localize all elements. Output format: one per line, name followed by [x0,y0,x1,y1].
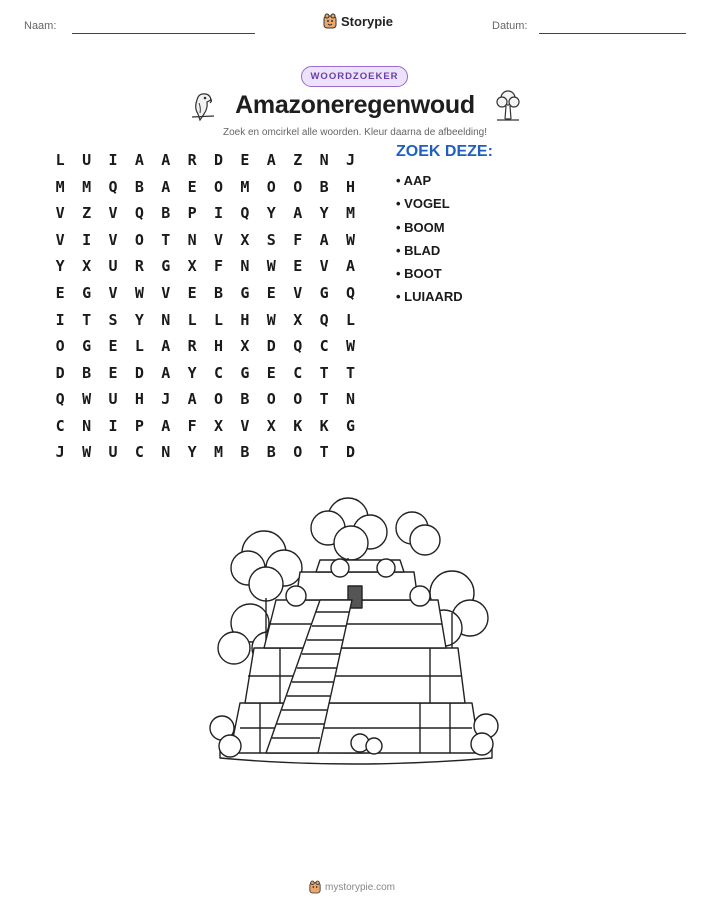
grid-cell: I [108,416,118,435]
letter-grid [47,147,364,466]
grid-cell: O [214,390,224,409]
grid-cell: G [319,284,329,302]
grid-cell: Y [55,257,65,276]
grid-cell: I [108,151,118,170]
grid-cell: B [82,363,92,382]
grid-cell: V [293,284,303,302]
grid-cell: O [134,230,144,249]
grid-cell: H [134,390,144,409]
word-item: • BOOM [396,219,445,235]
grid-cell: J [345,151,355,170]
grid-cell: O [293,443,303,462]
date-line [539,33,686,34]
grid-cell: N [82,416,92,435]
grid-cell: B [214,284,224,302]
grid-cell: F [293,230,303,249]
grid-cell: L [345,310,355,329]
grid-cell: I [55,310,65,329]
grid-cell: X [240,337,250,356]
grid-cell: W [82,443,92,462]
grid-cell: T [319,443,329,462]
grid-cell: A [266,151,276,170]
grid-cell: F [214,257,224,276]
grid-cell: N [187,230,197,249]
grid-cell: M [55,177,65,196]
grid-cell: P [134,416,144,435]
grid-cell: I [214,204,224,223]
footer [309,880,395,894]
grid-cell: M [214,443,224,462]
grid-cell: D [134,363,144,382]
grid-cell: Q [108,177,118,196]
word-item: • LUIAARD [396,289,463,305]
grid-cell: D [214,151,224,170]
grid-cell: O [214,177,224,196]
grid-cell: Y [187,443,197,462]
grid-cell: I [82,230,92,249]
grid-cell: A [293,204,303,223]
grid-cell: X [82,257,92,276]
grid-cell: U [108,257,118,276]
grid-cell: G [82,284,92,302]
jungle-temple-illustration [200,488,505,778]
grid-cell: V [108,284,118,302]
instructions: Zoek en omcirkel alle woorden. Kleur daarna de afbeelding! [222,127,488,138]
grid-cell: D [55,363,65,382]
grid-cell: L [55,151,65,170]
grid-cell: Y [266,204,276,223]
grid-cell: X [214,416,224,435]
grid-cell: C [134,443,144,462]
grid-cell: E [55,284,65,302]
storypie-mascot-icon [323,13,337,29]
grid-cell: B [240,390,250,409]
grid-cell: L [134,337,144,356]
grid-cell: D [266,337,276,356]
grid-cell: J [55,443,65,462]
grid-cell: A [134,151,144,170]
grid-cell: V [55,230,65,249]
word-list [396,172,463,312]
storypie-mascot-icon [309,880,321,894]
grid-cell: T [161,230,171,249]
grid-cell: U [108,390,118,409]
grid-cell: T [319,390,329,409]
grid-cell: R [187,337,197,356]
grid-cell: O [266,177,276,196]
grid-cell: R [187,151,197,170]
grid-cell: B [161,204,171,223]
grid-cell: W [266,310,276,329]
grid-cell: S [266,230,276,249]
page-title: Amazoneregenwoud [235,91,475,119]
grid-cell: R [134,257,144,276]
grid-cell: V [214,230,224,249]
grid-cell: O [293,177,303,196]
grid-cell: P [187,204,197,223]
grid-cell: Y [134,310,144,329]
grid-cell: Z [82,204,92,223]
grid-cell: U [108,443,118,462]
grid-cell: Y [319,204,329,223]
grid-cell: A [345,257,355,276]
grid-cell: Q [134,204,144,223]
grid-cell: X [266,416,276,435]
grid-cell: V [108,230,118,249]
grid-cell: H [214,337,224,356]
date-label: Datum: [492,20,528,32]
tree-icon [494,88,522,122]
grid-cell: N [345,390,355,409]
grid-cell: Q [240,204,250,223]
grid-cell: L [214,310,224,329]
grid-cell: E [108,337,118,356]
grid-cell: Q [345,284,355,302]
grid-cell: O [293,390,303,409]
grid-cell: A [161,363,171,382]
grid-cell: T [319,363,329,382]
word-item: • AAP [396,173,432,188]
footer-url: mystorypie.com [325,881,396,893]
grid-cell: B [240,443,250,462]
word-item: • BOOT [396,266,442,282]
grid-cell: X [293,310,303,329]
grid-cell: B [319,177,329,196]
grid-cell: V [161,284,171,302]
grid-cell: A [161,337,171,356]
grid-cell: E [187,284,197,302]
name-label: Naam: [24,20,57,32]
grid-cell: T [82,310,92,329]
grid-cell: W [345,337,355,356]
grid-cell: C [214,363,224,382]
grid-cell: A [161,177,171,196]
grid-cell: O [266,390,276,409]
grid-cell: N [161,310,171,329]
grid-cell: E [108,363,118,382]
grid-cell: C [55,416,65,435]
grid-cell: O [55,337,65,356]
grid-cell: G [240,363,250,382]
grid-cell: E [240,151,250,170]
grid-cell: L [187,310,197,329]
grid-cell: G [82,337,92,356]
grid-cell: A [319,230,329,249]
grid-cell: G [345,416,355,435]
grid-cell: F [187,416,197,435]
parrot-icon [188,90,216,122]
grid-cell: G [161,257,171,276]
grid-cell: B [266,443,276,462]
grid-cell: H [345,177,355,196]
grid-cell: N [161,443,171,462]
grid-cell: Q [293,337,303,356]
grid-cell: Z [293,151,303,170]
grid-cell: M [82,177,92,196]
grid-cell: X [240,230,250,249]
grid-cell: X [187,257,197,276]
grid-cell: V [108,204,118,223]
grid-cell: W [266,257,276,276]
puzzle-type-badge: WOORDZOEKER [301,66,408,87]
grid-cell: N [319,151,329,170]
grid-cell: H [240,310,250,329]
grid-cell: Y [187,363,197,382]
grid-cell: Q [319,310,329,329]
grid-cell: W [345,230,355,249]
grid-cell: N [240,257,250,276]
grid-cell: G [240,284,250,302]
name-line [72,33,255,34]
grid-cell: V [240,416,250,435]
grid-cell: W [134,284,144,302]
grid-cell: K [293,416,303,435]
grid-cell: S [108,310,118,329]
word-item: • VOGEL [396,196,450,212]
grid-cell: V [55,204,65,223]
grid-cell: C [319,337,329,356]
grid-cell: Q [55,390,65,409]
grid-cell: W [82,390,92,409]
grid-cell: V [319,257,329,276]
grid-cell: B [134,177,144,196]
grid-cell: E [266,363,276,382]
word-list-title: ZOEK DEZE: [396,143,493,160]
grid-cell: A [187,390,197,409]
grid-cell: T [345,363,355,382]
grid-cell: E [187,177,197,196]
brand-logo [323,13,393,29]
grid-cell: E [293,257,303,276]
grid-cell: A [161,416,171,435]
grid-cell: E [266,284,276,302]
grid-cell: M [345,204,355,223]
brand-name: Storypie [341,13,394,29]
grid-cell: U [82,151,92,170]
grid-cell: J [161,390,171,409]
grid-cell: M [240,177,250,196]
word-item: • BLAD [396,242,441,258]
grid-cell: D [345,443,355,462]
grid-cell: C [293,363,303,382]
grid-cell: K [319,416,329,435]
grid-cell: A [161,151,171,170]
